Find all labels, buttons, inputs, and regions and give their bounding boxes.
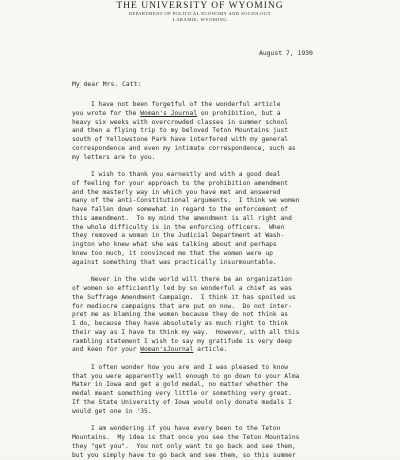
salutation: My dear Mrs. Catt: [72, 80, 142, 88]
text-line: I am wondering if you have every been to the Teton [72, 425, 281, 433]
underlined-title: Woman's Journal [140, 109, 198, 117]
text-line: I wish to thank you earnestly and with a good deal [72, 171, 281, 179]
paragraph [72, 425, 384, 460]
text-line: of women so efficiently led by so wonderful a chief as was [72, 285, 292, 293]
text-line: rambling statement I wish to say my gratifude is very deep [72, 337, 292, 345]
department-name: DEPARTMENT OF POLITICAL ECONOMY AND SOCIOLOGY [128, 11, 272, 16]
text-line: medal meant something very little or something very great. [72, 390, 292, 398]
text-line: I often wonder how you are and I was pleased to know [72, 363, 289, 371]
text-line: this amendment. To my mind the amendment is all right and [72, 214, 292, 222]
text-line: I have not been forgetful of the wonderful article [72, 101, 281, 108]
text-line: south of Yellowstone Park have interfered with my general [72, 136, 289, 143]
text-line: you wrote for the Woman's Journal on prohibition, but a [72, 109, 281, 117]
text-line: Never in the wide world will there be an organization [72, 276, 292, 284]
letter-body [72, 101, 384, 460]
paragraph-gap [72, 355, 384, 364]
city-line: LARAMIE, WYOMING [172, 17, 228, 22]
paragraph-gap [72, 267, 384, 276]
paragraph [72, 364, 384, 417]
paragraph-gap [72, 162, 384, 171]
text-line: but you simply have to go back and see them, so this summer [72, 451, 296, 459]
text-line: my letters are to you. [72, 153, 156, 161]
text-line: the Suffrage Amendment Campaign. I think it has spoiled us [72, 293, 296, 301]
text-line: I do, because they have absolutely as much right to think [72, 320, 289, 328]
text-line: Mountains. My idea is that once you see the Teton Mountains [72, 434, 300, 442]
text-line: and then a flying trip to my beloved Teton Mountains just [72, 127, 289, 135]
text-line: of feeling for your approach to the prohibition amendment [72, 179, 289, 187]
text-line: and the masterly way in which you have met and answered [72, 188, 281, 196]
text-line: pret me as blaming the women because they do not think as [72, 311, 289, 319]
paragraph [72, 276, 384, 355]
text-line: for mediocre campaigns that are put on now. Do not inter- [72, 302, 292, 310]
text-line: ington who knew what she was talking about and perhaps [72, 241, 277, 249]
text-line: they "get you". You not only want to go back and see them, [72, 442, 296, 450]
text-line: against something that was practically insurmountable. [72, 258, 277, 266]
text-line: have fallen down somewhat in regard to the enforcement of [72, 206, 289, 214]
text-line: Mater in Iowa and get a gold medal, no matter whether the [72, 381, 289, 389]
text-line: many of the anti-Constitutional arguments. I think we women [72, 197, 300, 205]
text-line: correspondence and even my intimate correspondence, such as [72, 144, 296, 152]
text-line: their way as I have to think my way. However, with all this [72, 328, 300, 336]
text-line: the whole difficulty is in the enforcing officers. When [72, 223, 285, 231]
underlined-title: Woman'sJournal [140, 346, 194, 354]
text-line: knew too much, it convinced me that the women were up [72, 249, 273, 257]
university-name: THE UNIVERSITY OF WYOMING [116, 1, 284, 11]
text-line: that you were apparently well enough to go down to your Alma [72, 372, 300, 380]
paragraph-gap [72, 416, 384, 425]
text-line: would get one in '35. [72, 407, 152, 415]
paragraph [72, 171, 384, 267]
text-line: heavy six weeks with overcrowded classes in summer school [72, 118, 289, 126]
text-line: and keen for your Woman'sJournal article. [72, 346, 228, 354]
text-line: If the State University of Iowa would only donate medals I [72, 398, 292, 406]
text-line: they removed a woman in the Judicial Department at Wash- [72, 232, 285, 240]
paragraph [72, 101, 384, 162]
letterhead [0, 0, 400, 23]
letter-date: August 7, 1930 [259, 49, 313, 57]
